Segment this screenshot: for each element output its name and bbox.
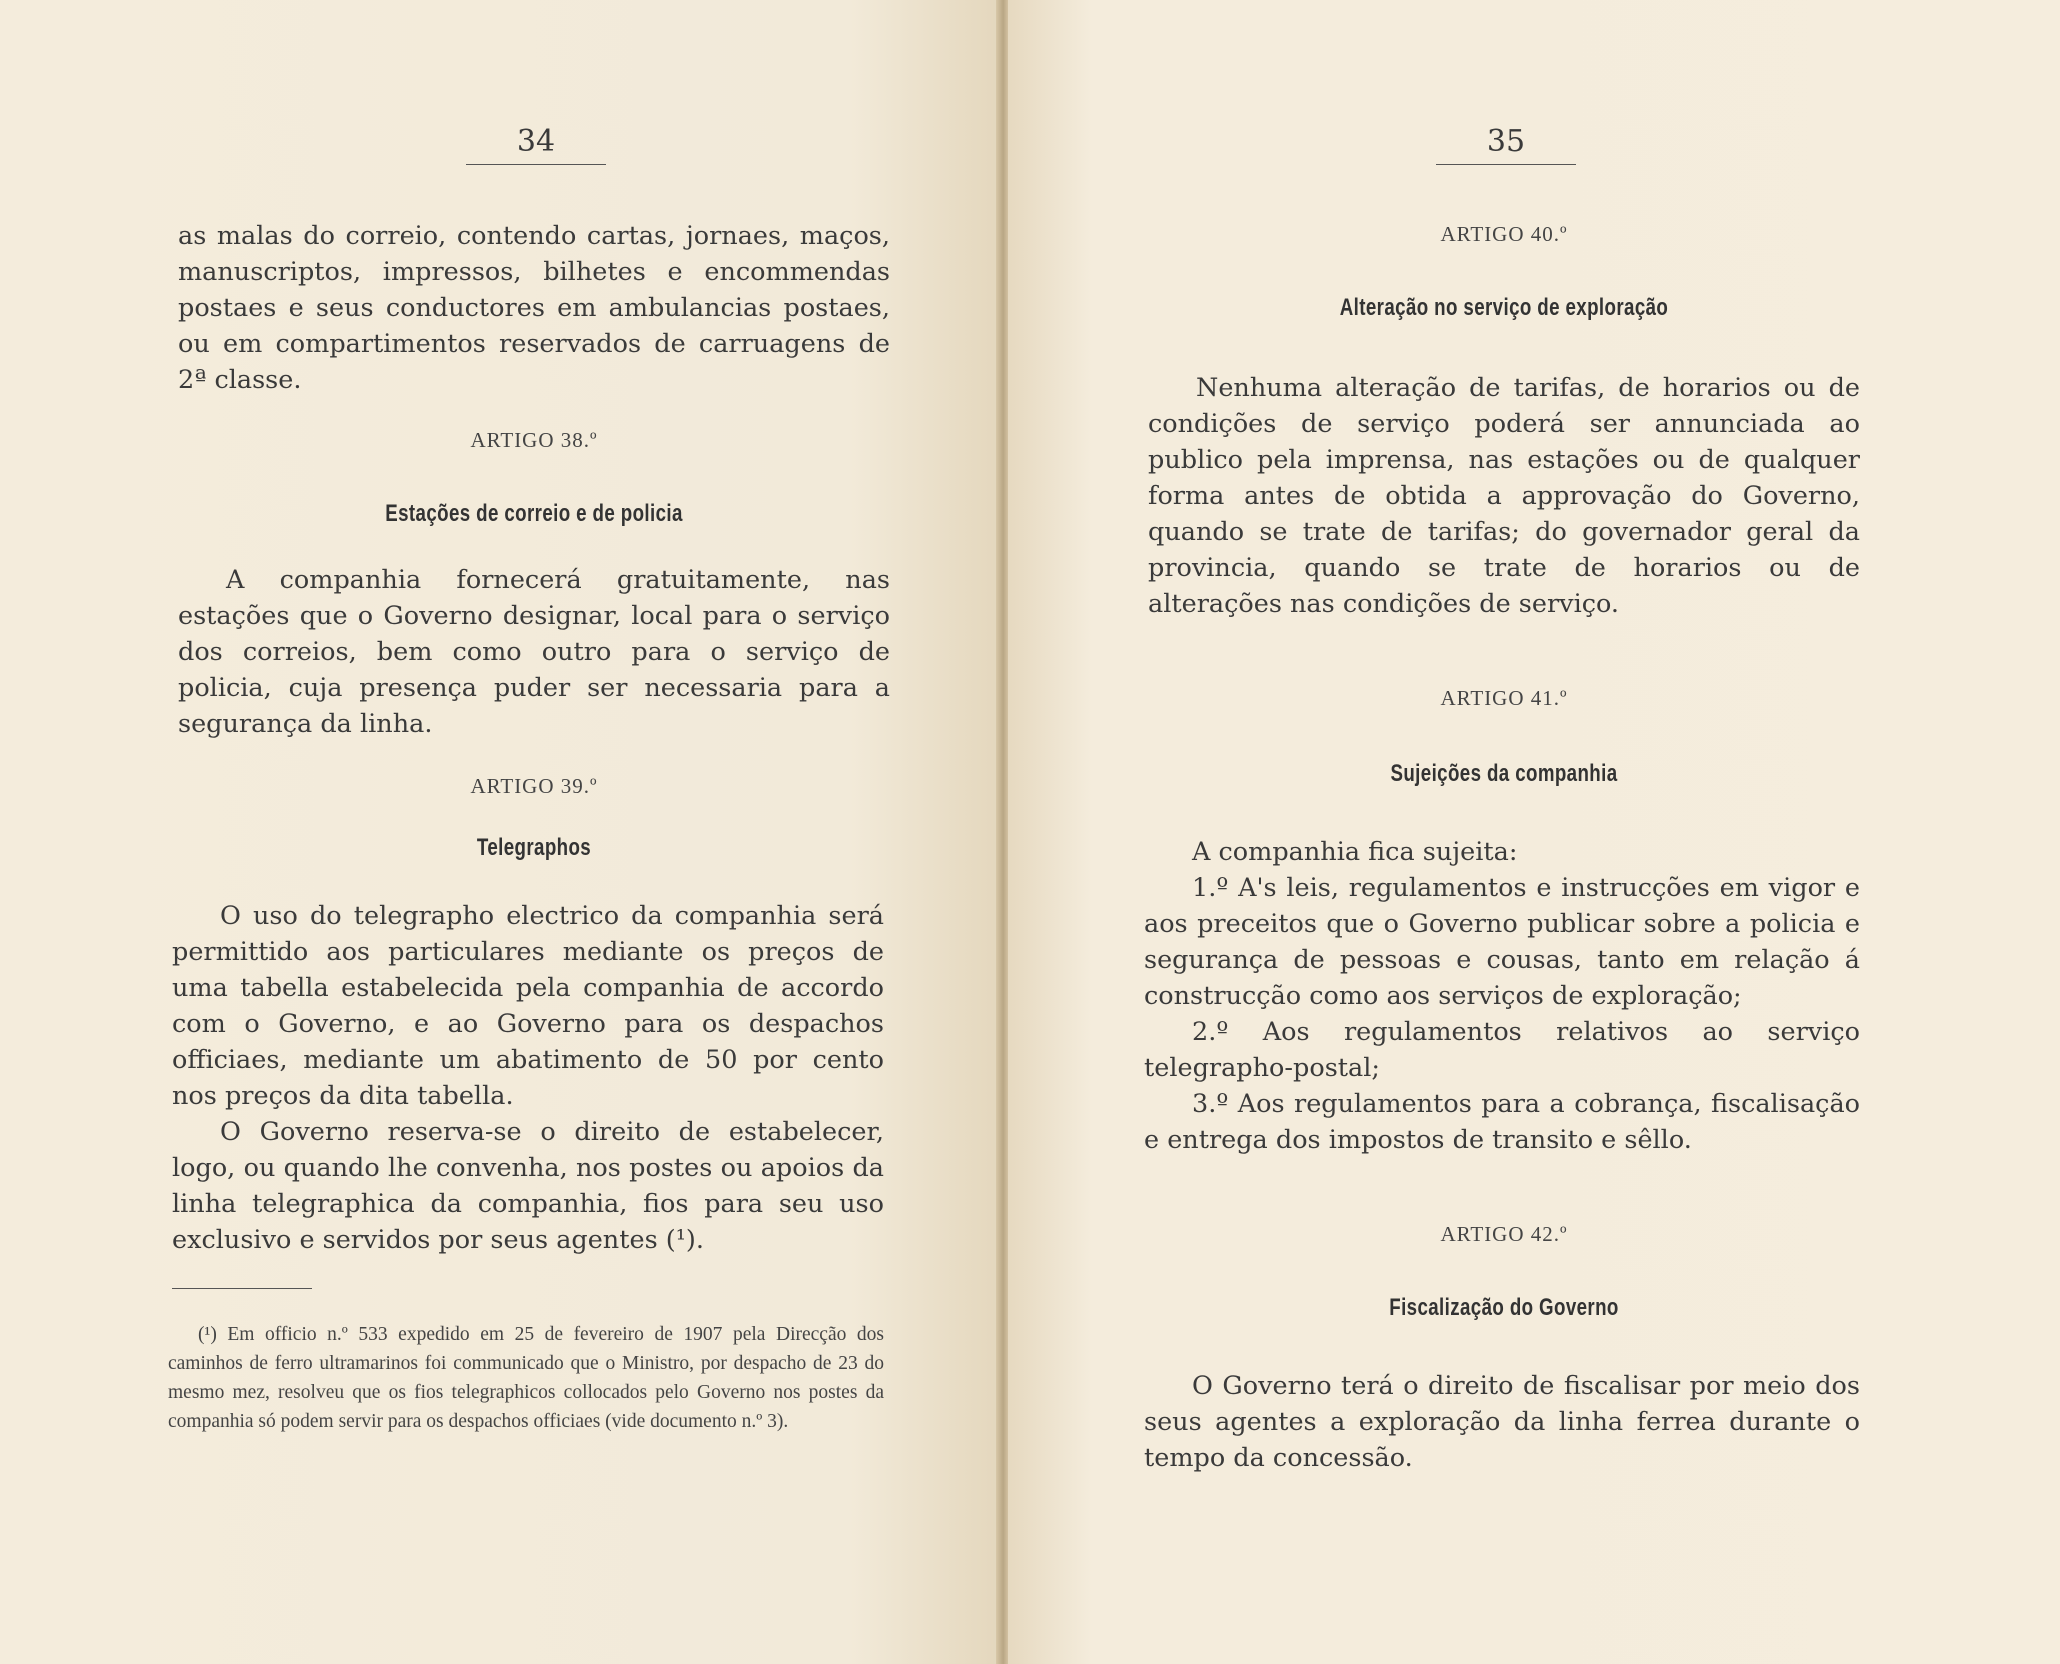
- article-42-label: ARTIGO 42.º: [1440, 1222, 1568, 1246]
- article-41-title: Sujeições da companhia: [1390, 760, 1618, 787]
- article-41-item-3: 3.º Aos regulamentos para a cobrança, fiscalisação e entrega dos impostos de transito e sêllo.: [1144, 1089, 1860, 1155]
- article-39-paragraph-2: O Governo reserva-se o direito de estabelecer, logo, ou quando lhe convenha, nos postes ou apoios da linha telegraphica da companhia, fios para seu uso exclusivo e servidos por seus agentes (¹).: [172, 1117, 884, 1255]
- left-page: [0, 0, 1000, 1664]
- footnote: (¹) Em officio n.º 533 expedido em 25 de fevereiro de 1907 pela Direcção dos caminhos de ferro ultramarinos foi communicado que o Ministro, por despacho de 23 do mesmo mez, resolveu que os fios telegraphicos collocados pelo Governo nos postes da companhia só podem servir para os despachos officiaes (vide documento n.º 3).: [168, 1324, 884, 1432]
- page-number: 34: [466, 124, 606, 165]
- article-38-paragraph: A companhia fornecerá gratuitamente, nas estações que o Governo designar, local para o serviço dos correios, bem como outro para o serviço de policia, cuja presença puder ser necessaria para a segurança da linha.: [178, 565, 890, 739]
- article-41-item-2: 2.º Aos regulamentos relativos ao serviço telegrapho-postal;: [1144, 1017, 1860, 1083]
- article-42-title: Fiscalização do Governo: [1389, 1294, 1619, 1321]
- page-number: 35: [1436, 124, 1576, 165]
- article-38-label: ARTIGO 38.º: [470, 428, 598, 452]
- article-40-title: Alteração no serviço de exploração: [1339, 294, 1669, 321]
- article-41-intro: A companhia fica sujeita:: [1192, 837, 1518, 867]
- footnote-divider: [172, 1288, 312, 1289]
- article-41-body: [1144, 834, 1860, 1158]
- article-41-item-1: 1.º A's leis, regulamentos e instrucções em vigor e aos preceitos que o Governo publicar sobre a policia e segurança de pessoas e cousas, tanto em relação á construcção como aos serviços de exploração;: [1144, 873, 1860, 1011]
- article-42-paragraph: O Governo terá o direito de fiscalisar por meio dos seus agentes a exploração da linha ferrea durante o tempo da concessão.: [1144, 1371, 1860, 1473]
- article-40-label: ARTIGO 40.º: [1440, 222, 1568, 246]
- article-38-title: Estações de correio e de policia: [385, 500, 683, 527]
- article-41-label: ARTIGO 41.º: [1440, 686, 1568, 710]
- article-39-paragraph-1: O uso do telegrapho electrico da companhia será permittido aos particulares mediante os preços de uma tabella estabelecida pela companhia de accordo com o Governo, e ao Governo para os despachos officiaes, mediante um abatimento de 50 por cento nos preços da dita tabella.: [172, 901, 884, 1111]
- right-page: [1008, 0, 2060, 1664]
- article-39-title: Telegraphos: [476, 834, 592, 861]
- article-39-label: ARTIGO 39.º: [470, 774, 598, 798]
- article-40-paragraph: Nenhuma alteração de tarifas, de horarios ou de condições de serviço poderá ser annunciada ao publico pela imprensa, nas estações ou de qualquer forma antes de obtida a approvação do Governo, quando se trate de tarifas; do governador geral da provincia, quando se trate de horarios ou de alterações nas condições de serviço.: [1148, 373, 1860, 619]
- opening-paragraph: as malas do correio, contendo cartas, jornaes, maços, manuscriptos, impressos, bilhetes e encommendas postaes e seus conductores em ambulancias postaes, ou em compartimentos reservados de carruagens de 2ª classe.: [178, 221, 890, 395]
